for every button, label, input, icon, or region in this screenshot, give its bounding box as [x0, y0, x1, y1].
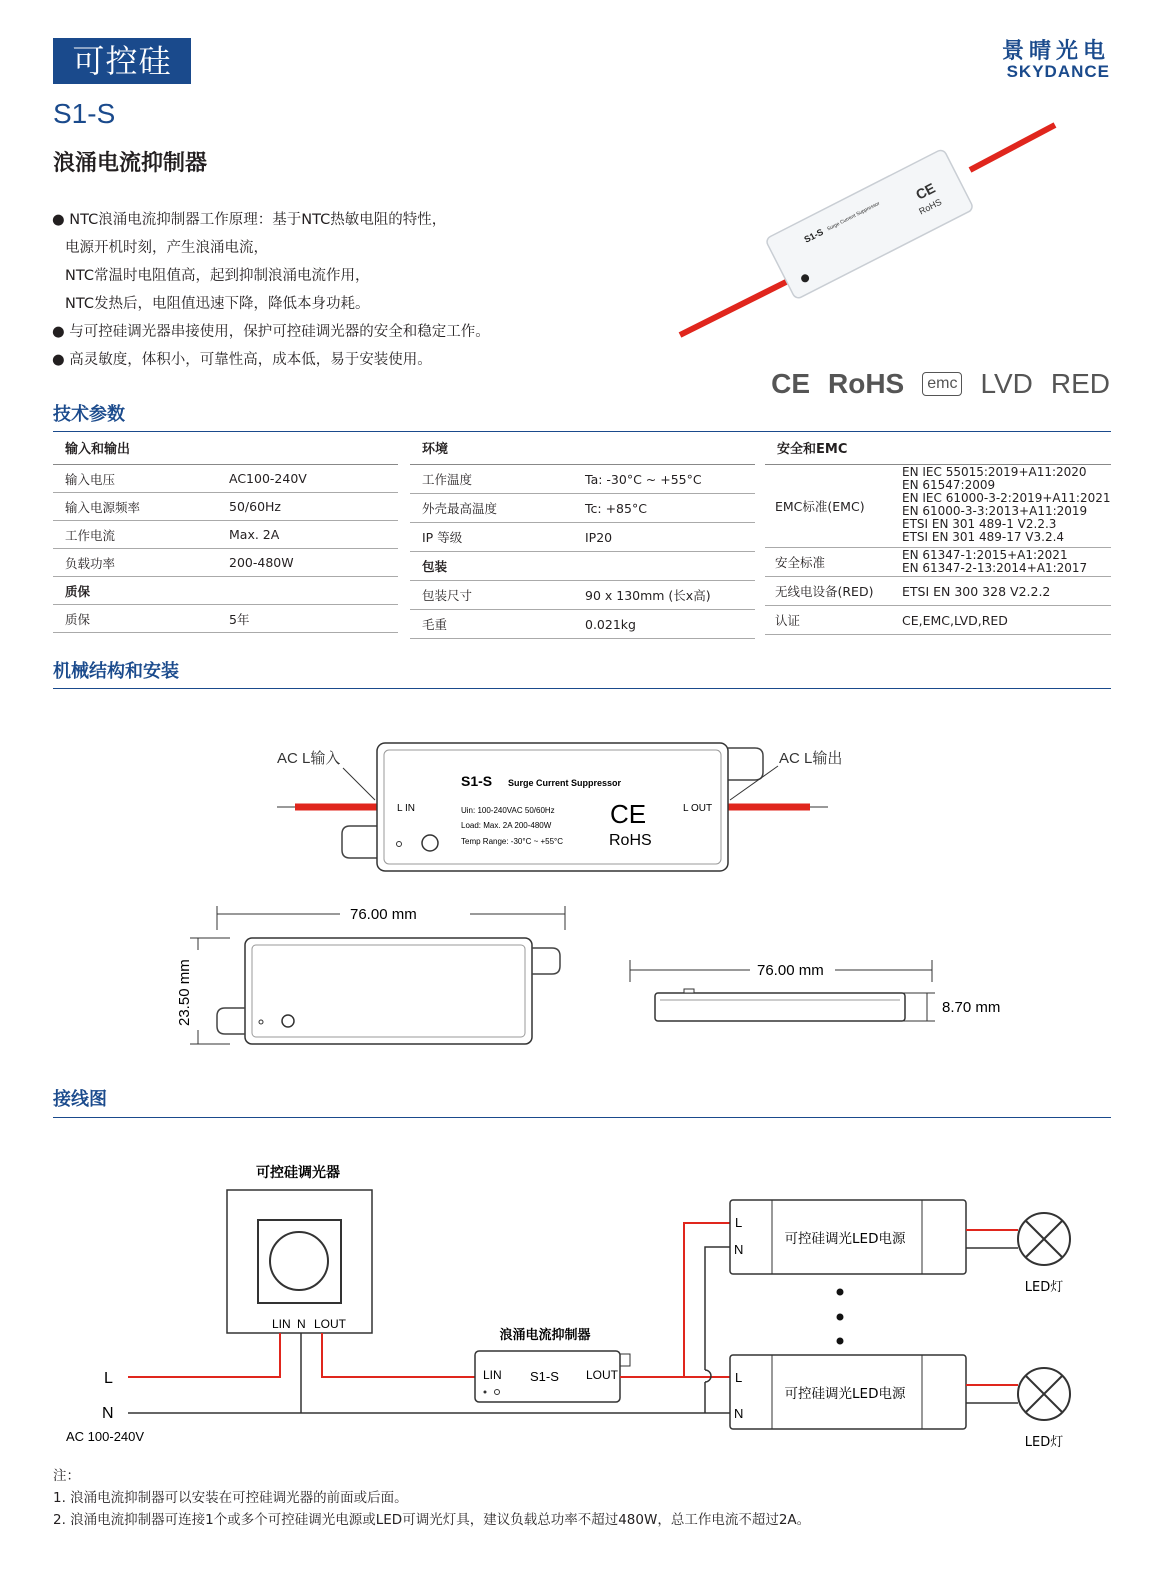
input-wire: [680, 280, 790, 335]
led-label-1: LED灯: [1024, 1280, 1064, 1295]
spec-column-env: [410, 438, 755, 639]
ac-in-label: AC L输入: [277, 750, 341, 767]
mount-tab: [728, 748, 763, 780]
spec-row: 外壳最高温度 Tc: +85°C: [410, 494, 755, 523]
section-divider: [53, 1117, 1111, 1118]
output-wire: [970, 125, 1055, 170]
driver-2-label: 可控硅调光LED电源: [784, 1386, 906, 1402]
wire-l-dimmed: [322, 1333, 475, 1377]
dimmer-title: 可控硅调光器: [256, 1165, 340, 1181]
driver-1-label: 可控硅调光LED电源: [784, 1231, 906, 1247]
spec-row-emc: EMC标准(EMC) EN IEC 55015:2019+A11:2020 EN 61547:2009 EN IEC 61000-3-2:2019+A11:2021 EN 61000-3-3:2013+A11:2019 ETSI EN 301 489-1 V2.2.3 ETSI EN 301 489-17 V3.2.4: [765, 465, 1111, 548]
spec-row-safety: 安全标准 EN 61347-1:2015+A1:2021 EN 61347-2-13:2014+A1:2017: [765, 548, 1111, 577]
mechanical-drawing: [0, 700, 1170, 1060]
feature-item: 电源开机时刻，产生浪涌电流，: [65, 240, 268, 256]
red-mark: RED: [1050, 368, 1110, 399]
wire-n-out: [705, 1247, 730, 1370]
spec-row: 包装尺寸 90 x 130mm (长x高): [410, 581, 755, 610]
section-divider: [53, 688, 1111, 689]
side-outline: [655, 993, 905, 1021]
brand-name-en: SKYDANCE: [1006, 62, 1110, 81]
mount-tab: [217, 1008, 245, 1034]
feature-item: ● 与可控硅调光器串接使用，保护可控硅调光器的安全和稳定工作。: [52, 324, 490, 340]
section-divider: [53, 431, 1111, 432]
suppressor-lin: LIN: [483, 1368, 502, 1382]
spec-column-safety: [765, 438, 1111, 635]
suppressor-lout: LOUT: [586, 1368, 619, 1382]
ce-mark: CE: [771, 368, 811, 399]
ellipsis-dot: [837, 1314, 844, 1321]
photo-name: Surge Current Suppressor: [826, 200, 881, 233]
label-lout: L OUT: [683, 803, 713, 814]
label-name: Surge Current Suppressor: [508, 778, 622, 788]
product-body: [765, 148, 974, 299]
spec-header: 输入和输出: [53, 438, 398, 465]
spec-row: 工作电流 Max. 2A: [53, 521, 398, 549]
spec-row: 工作温度 Ta: -30°C ~ +55°C: [410, 465, 755, 494]
label-ce: CE: [610, 799, 647, 829]
label-lin: L IN: [397, 803, 415, 814]
spec-row: 毛重 0.021kg: [410, 610, 755, 639]
dimmer-lin-label: LIN: [272, 1317, 291, 1331]
callout-line: [730, 766, 778, 800]
label-uin: Uin: 100-240VAC 50/60Hz: [461, 806, 555, 815]
spec-row-cert: 认证 CE,EMC,LVD,RED: [765, 606, 1111, 635]
section-title-mech: 机械结构和安装: [53, 661, 179, 682]
dim-height: 23.50 mm: [176, 959, 193, 1026]
certification-marks: [771, 368, 1110, 400]
dim-thickness: 8.70 mm: [942, 999, 1001, 1016]
mount-tab: [342, 826, 377, 858]
label-rohs: RoHS: [609, 832, 652, 849]
spec-row: 质保 5年: [53, 605, 398, 633]
driver-2-l: L: [735, 1370, 743, 1385]
callout-line: [343, 768, 375, 800]
photo-ce: CE: [913, 179, 938, 203]
suppressor-tab: [620, 1354, 630, 1366]
driver-2-n: N: [734, 1406, 744, 1421]
led-label-2: LED灯: [1024, 1435, 1064, 1450]
driver-1-l: L: [735, 1215, 743, 1230]
spec-group-row: 包装: [410, 552, 755, 581]
feature-item: ● NTC浪涌电流抑制器工作原理：基于NTC热敏电阻的特性，: [52, 212, 447, 228]
driver-1-n: N: [734, 1242, 744, 1257]
wire-l-out-1: [620, 1223, 730, 1377]
category-tag: 可控硅: [53, 38, 191, 84]
dimmer-lout-label: LOUT: [314, 1317, 347, 1331]
lvd-mark: LVD: [980, 368, 1033, 399]
notes: [53, 1465, 810, 1531]
label-load: Load: Max. 2A 200-480W: [461, 821, 552, 830]
line-n-label: N: [102, 1405, 114, 1422]
photo-rohs: RoHS: [917, 196, 944, 217]
label-temp: Temp Range: -30°C ~ +55°C: [461, 837, 564, 846]
spec-row: 输入电压 AC100-240V: [53, 465, 398, 493]
photo-model: S1-S: [802, 226, 825, 245]
dimmer-n-label: N: [297, 1317, 306, 1331]
section-title-tech: 技术参数: [53, 404, 125, 425]
wiring-diagram: [0, 1130, 1170, 1460]
product-photo: [670, 115, 1070, 345]
feature-item: NTC发热后，电阻值迅速下降，降低本身功耗。: [65, 296, 370, 312]
mount-tab: [532, 948, 560, 974]
ac-voltage-label: AC 100-240V: [66, 1429, 145, 1444]
suppressor-model: S1-S: [530, 1369, 559, 1384]
product-title: 浪涌电流抑制器: [53, 151, 208, 176]
emc-mark: emc: [922, 372, 962, 396]
rohs-mark: RoHS: [828, 368, 905, 399]
front-outline: [245, 938, 532, 1044]
suppressor-dot: [484, 1391, 487, 1394]
model-number: S1-S: [53, 98, 116, 129]
spec-row: 输入电源频率 50/60Hz: [53, 493, 398, 521]
spec-group-row: 质保: [53, 577, 398, 605]
note-item: 1. 浪涌电流抑制器可以安装在可控硅调光器的前面或后面。: [53, 1490, 408, 1506]
suppressor-title: 浪涌电流抑制器: [499, 1328, 591, 1343]
dim-length: 76.00 mm: [350, 906, 417, 923]
spec-row: IP 等级 IP20: [410, 523, 755, 552]
wire-l-in: [128, 1333, 280, 1377]
label-model: S1-S: [461, 773, 493, 789]
spec-column-io: [53, 438, 398, 633]
note-item: 2. 浪涌电流抑制器可连接1个或多个可控硅调光电源或LED可调光灯具，建议负载总功率不超过480W，总工作电流不超过2A。: [53, 1512, 811, 1528]
ellipsis-dot: [837, 1289, 844, 1296]
ellipsis-dot: [837, 1338, 844, 1345]
side-marker: [684, 989, 694, 993]
notes-title: 注：: [53, 1468, 80, 1484]
feature-item: NTC常温时电阻值高，起到抑制浪涌电流作用，: [65, 268, 370, 284]
spec-row: 负载功率 200-480W: [53, 549, 398, 577]
feature-list: [52, 206, 490, 374]
brand-name-cn: 景晴光电: [1001, 39, 1110, 64]
feature-item: ● 高灵敏度，体积小，可靠性高，成本低，易于安装使用。: [52, 352, 432, 368]
line-l-label: L: [104, 1370, 113, 1387]
section-title-wiring: 接线图: [53, 1089, 107, 1110]
dim-length-side: 76.00 mm: [757, 962, 824, 979]
spec-row-red: 无线电设备(RED) ETSI EN 300 328 V2.2.2: [765, 577, 1111, 606]
spec-header: 安全和EMC: [765, 438, 1111, 465]
ac-out-label: AC L输出: [779, 750, 843, 767]
spec-header: 环境: [410, 438, 755, 465]
dimmer-knob: [270, 1232, 328, 1290]
